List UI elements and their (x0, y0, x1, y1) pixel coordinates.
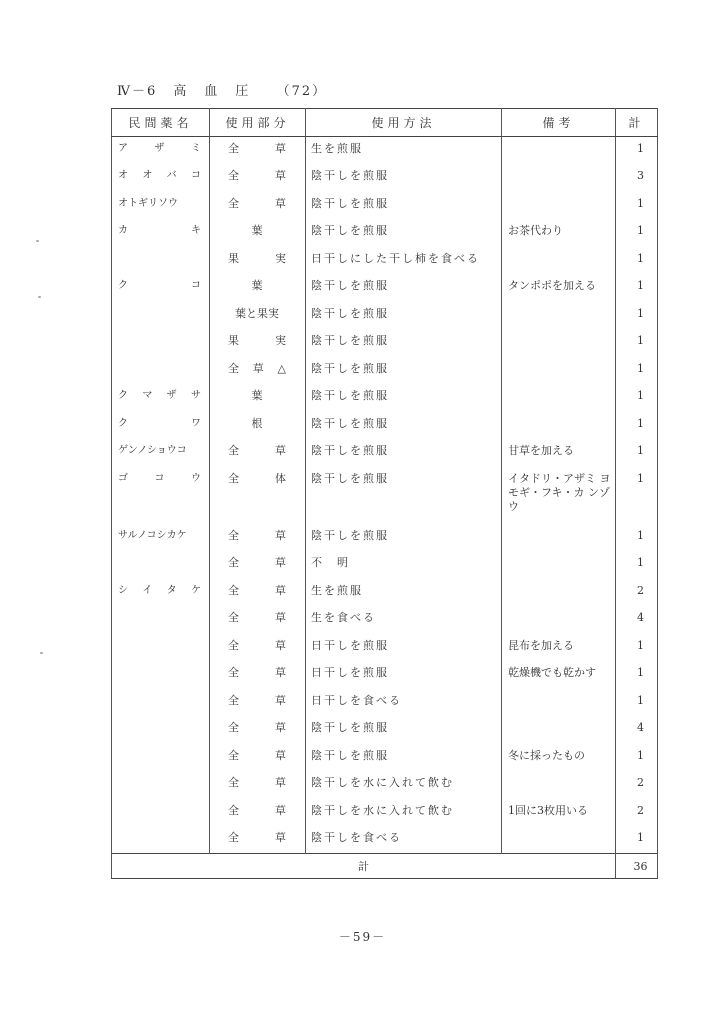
count-cell: 1 (616, 412, 658, 440)
heading-count: （72） (276, 84, 328, 99)
table-row (112, 247, 658, 275)
note-cell (502, 302, 616, 330)
part-used-text: 全 (228, 776, 239, 789)
remedy-name-char: ワ (191, 417, 201, 429)
heading-title: 高血圧 (173, 84, 267, 99)
part-used-cell (210, 606, 306, 634)
note-cell (502, 689, 616, 717)
part-used-text: 全 (228, 583, 239, 597)
part-used-text: △ (277, 361, 286, 375)
usage-method-cell: 生を煎服 (306, 137, 502, 165)
usage-method-cell: 陰干しを煎服 (306, 744, 502, 772)
note-cell: 甘草を加える (502, 439, 616, 467)
part-used-text: 全 (228, 803, 239, 817)
table-row (112, 744, 658, 772)
note-cell (502, 551, 616, 579)
usage-method-cell: 生を食べる (306, 606, 502, 634)
usage-method-cell: 日干しを煎服 (306, 661, 502, 689)
part-used-cell (210, 661, 306, 689)
remedy-name-char: ザ (166, 390, 177, 401)
table-row (112, 219, 658, 247)
part-used-cell (210, 716, 306, 744)
remedy-table (111, 108, 658, 879)
part-used-text: 葉と果実 (235, 306, 279, 320)
usage-method-cell: 陰干しを煎服 (306, 219, 502, 247)
remedy-name-cell (112, 192, 210, 220)
count-cell: 1 (616, 219, 658, 247)
table-row (112, 606, 658, 634)
part-used-cell (210, 329, 306, 357)
remedy-name: ゲンノショウコ (118, 445, 187, 456)
part-used-text: 草 (275, 556, 286, 569)
part-used-text: 全 (228, 748, 239, 762)
column-header-note: 備考 (502, 109, 616, 137)
remedy-name-cell (112, 661, 210, 689)
part-used-text: 草 (275, 831, 286, 844)
remedy-name-cell (112, 137, 210, 165)
remedy-name-char: オ (118, 170, 128, 181)
note-cell (502, 329, 616, 357)
note-cell (502, 164, 616, 192)
part-used-text: 草 (275, 803, 286, 817)
count-cell: 1 (616, 137, 658, 165)
remedy-name-char: コ (154, 472, 165, 484)
part-used-text: 全 (228, 471, 239, 485)
part-used-cell (210, 164, 306, 192)
remedy-name-char: ゴ (118, 472, 128, 484)
part-used-text: 全 (228, 693, 239, 707)
note-cell (502, 137, 616, 165)
remedy-name-char: ク (118, 417, 128, 429)
usage-method-cell: 陰干しを食べる (306, 826, 502, 854)
table-row (112, 467, 658, 524)
part-used-text: 体 (275, 471, 286, 485)
remedy-name-char: ウ (191, 472, 201, 484)
part-used-cell (210, 467, 306, 524)
note-cell (502, 606, 616, 634)
total-label: 計 (112, 854, 616, 879)
part-used-text: 草 (275, 748, 286, 762)
usage-method-cell: 陰干しを煎服 (306, 329, 502, 357)
remedy-name-cell (112, 164, 210, 192)
part-used-text: 草 (275, 169, 286, 182)
part-used-text: 草 (275, 142, 286, 155)
count-cell: 1 (616, 357, 658, 385)
table-row (112, 799, 658, 827)
part-used-text: 草 (275, 611, 286, 624)
scan-speck (36, 240, 39, 242)
table-row (112, 274, 658, 302)
remedy-name-char: コ (190, 170, 201, 181)
usage-method-cell: 陰干しを水に入れて飲む (306, 799, 502, 827)
part-used-text: 草 (275, 638, 286, 652)
part-used-text: 全 (228, 528, 239, 542)
remedy-name-char: サ (190, 390, 201, 401)
table-row (112, 634, 658, 662)
part-used-cell (210, 771, 306, 799)
part-used-cell (210, 192, 306, 220)
note-cell (502, 771, 616, 799)
count-cell: 1 (616, 192, 658, 220)
table-row (112, 412, 658, 440)
count-cell: 2 (616, 771, 658, 799)
part-used-text: 全 (228, 556, 239, 569)
part-used-cell (210, 439, 306, 467)
table-row (112, 357, 658, 385)
remedy-name-char: コ (191, 280, 201, 291)
count-cell: 1 (616, 384, 658, 412)
part-used-text: 葉 (251, 389, 263, 402)
remedy-name-cell (112, 274, 210, 302)
part-used-text: 根 (251, 416, 263, 430)
part-used-text: 全 (228, 444, 239, 457)
remedy-name-cell (112, 412, 210, 440)
usage-method-cell: 生を煎服 (306, 579, 502, 607)
table-row (112, 384, 658, 412)
remedy-name-cell (112, 771, 210, 799)
count-cell: 1 (616, 302, 658, 330)
note-cell (502, 579, 616, 607)
usage-method-cell: 陰干しを水に入れて飲む (306, 771, 502, 799)
count-cell: 1 (616, 689, 658, 717)
note-cell (502, 412, 616, 440)
count-cell: 1 (616, 826, 658, 854)
note-cell (502, 247, 616, 275)
part-used-text: 草 (275, 776, 286, 789)
part-used-cell (210, 524, 306, 552)
remedy-name-cell (112, 524, 210, 552)
scan-speck (38, 296, 41, 298)
count-cell: 4 (616, 606, 658, 634)
note-cell: 1回に3枚用いる (502, 799, 616, 827)
count-cell: 1 (616, 661, 658, 689)
remedy-name-char: ミ (191, 143, 201, 154)
usage-method-cell: 陰干しを煎服 (306, 274, 502, 302)
count-cell: 1 (616, 551, 658, 579)
note-cell (502, 192, 616, 220)
note-cell (502, 826, 616, 854)
table-row (112, 689, 658, 717)
part-used-text: 全 (228, 169, 239, 182)
remedy-name-char: ア (118, 143, 128, 154)
usage-method-cell: 陰干しを煎服 (306, 716, 502, 744)
table-row (112, 579, 658, 607)
remedy-name-char: シ (118, 584, 128, 596)
table-row (112, 192, 658, 220)
part-used-text: 草 (275, 666, 286, 679)
part-used-cell (210, 302, 306, 330)
count-cell: 1 (616, 467, 658, 524)
column-header-name: 民間薬名 (112, 109, 210, 137)
remedy-name-cell (112, 606, 210, 634)
part-used-text: 草 (275, 721, 286, 734)
remedy-name-cell (112, 357, 210, 385)
part-used-text: 果 (228, 334, 239, 347)
part-used-cell (210, 274, 306, 302)
part-used-text: 葉 (251, 279, 263, 292)
part-used-text: 草 (275, 444, 286, 457)
remedy-name-cell (112, 551, 210, 579)
usage-method-cell: 陰干しを煎服 (306, 357, 502, 385)
part-used-text: 草 (275, 196, 286, 210)
part-used-text: 果 (228, 251, 239, 265)
count-cell: 1 (616, 274, 658, 302)
note-cell: 冬に採ったもの (502, 744, 616, 772)
remedy-name-cell (112, 219, 210, 247)
note-cell: お茶代わり (502, 219, 616, 247)
remedy-name-cell (112, 302, 210, 330)
table-row (112, 551, 658, 579)
note-cell: イタドリ・アザミ ヨモギ・フキ・カ ンゾウ (502, 467, 616, 524)
remedy-name-char: バ (166, 170, 177, 181)
part-used-cell (210, 826, 306, 854)
part-used-text: 全 (228, 638, 239, 652)
table-row (112, 302, 658, 330)
part-used-text: 草 (252, 361, 264, 375)
remedy-name-char: イ (142, 584, 153, 596)
part-used-cell (210, 551, 306, 579)
heading-code: Ⅳ－6 (117, 84, 158, 99)
remedy-name-char: タ (166, 584, 177, 596)
part-used-text: 草 (275, 693, 286, 707)
table-row (112, 164, 658, 192)
remedy-name-char: ケ (190, 584, 201, 596)
part-used-text: 全 (228, 666, 239, 679)
part-used-cell (210, 744, 306, 772)
remedy-name-char: カ (118, 225, 128, 236)
usage-method-cell: 日干しを食べる (306, 689, 502, 717)
total-row (112, 854, 658, 879)
table-row (112, 329, 658, 357)
count-cell: 2 (616, 799, 658, 827)
column-header-count: 計 (616, 109, 658, 137)
usage-method-cell: 陰干しを煎服 (306, 384, 502, 412)
note-cell: タンポポを加える (502, 274, 616, 302)
table-row (112, 661, 658, 689)
column-header-method: 使用方法 (306, 109, 502, 137)
remedy-name-char: ク (118, 390, 128, 401)
note-cell (502, 524, 616, 552)
table-row (112, 826, 658, 854)
note-cell (502, 357, 616, 385)
part-used-text: 実 (275, 334, 286, 347)
note-cell (502, 384, 616, 412)
remedy-name-char: オ (142, 170, 153, 181)
part-used-cell (210, 634, 306, 662)
part-used-text: 葉 (251, 224, 263, 237)
usage-method-cell: 陰干しを煎服 (306, 524, 502, 552)
scan-speck (40, 652, 43, 654)
part-used-text: 全 (228, 361, 239, 375)
usage-method-cell: 陰干しを煎服 (306, 192, 502, 220)
part-used-text: 草 (275, 583, 286, 597)
note-cell: 乾燥機でも乾かす (502, 661, 616, 689)
part-used-text: 全 (228, 721, 239, 734)
count-cell: 1 (616, 329, 658, 357)
part-used-cell (210, 219, 306, 247)
remedy-name-cell (112, 826, 210, 854)
count-cell: 1 (616, 524, 658, 552)
column-header-part: 使用部分 (210, 109, 306, 137)
count-cell: 3 (616, 164, 658, 192)
count-cell: 1 (616, 634, 658, 662)
remedy-name-char: マ (142, 390, 153, 401)
part-used-text: 全 (228, 142, 239, 155)
remedy-name-cell (112, 689, 210, 717)
part-used-text: 全 (228, 196, 239, 210)
note-cell: 昆布を加える (502, 634, 616, 662)
part-used-text: 全 (228, 611, 239, 624)
remedy-name: サルノコシカケ (118, 529, 187, 541)
remedy-name-cell (112, 634, 210, 662)
page-number: －59－ (338, 930, 387, 944)
usage-method-cell: 不 明 (306, 551, 502, 579)
part-used-text: 草 (275, 528, 286, 542)
table-heading (117, 80, 327, 99)
remedy-name-cell (112, 467, 210, 524)
part-used-cell (210, 412, 306, 440)
part-used-cell (210, 384, 306, 412)
remedy-name-cell (112, 439, 210, 467)
count-cell: 4 (616, 716, 658, 744)
remedy-name-cell (112, 579, 210, 607)
part-used-cell (210, 357, 306, 385)
table-row (112, 771, 658, 799)
remedy-name-cell (112, 384, 210, 412)
part-used-cell (210, 247, 306, 275)
usage-method-cell: 日干しを煎服 (306, 634, 502, 662)
usage-method-cell: 陰干しを煎服 (306, 467, 502, 524)
count-cell: 2 (616, 579, 658, 607)
part-used-cell (210, 137, 306, 165)
part-used-cell (210, 579, 306, 607)
count-cell: 1 (616, 439, 658, 467)
remedy-name-cell (112, 247, 210, 275)
count-cell: 1 (616, 744, 658, 772)
part-used-text: 実 (275, 251, 286, 265)
part-used-cell (210, 799, 306, 827)
usage-method-cell: 陰干しを煎服 (306, 412, 502, 440)
remedy-name: オトギリソウ (118, 197, 178, 209)
part-used-text: 全 (228, 831, 239, 844)
remedy-name-cell (112, 716, 210, 744)
remedy-name-cell (112, 744, 210, 772)
part-used-cell (210, 689, 306, 717)
table-row (112, 716, 658, 744)
table-row (112, 439, 658, 467)
table-row (112, 524, 658, 552)
remedy-name-cell (112, 329, 210, 357)
total-value: 36 (616, 854, 658, 879)
table-row (112, 137, 658, 165)
remedy-name-char: ク (118, 280, 128, 291)
note-cell (502, 716, 616, 744)
remedy-name-char: キ (191, 225, 201, 236)
header-row (112, 109, 658, 137)
usage-method-cell: 陰干しを煎服 (306, 164, 502, 192)
count-cell: 1 (616, 247, 658, 275)
usage-method-cell: 陰干しを煎服 (306, 302, 502, 330)
remedy-name-cell (112, 799, 210, 827)
usage-method-cell: 陰干しを煎服 (306, 439, 502, 467)
usage-method-cell: 日干しにした干し柿を食べる (306, 247, 502, 275)
remedy-name-char: ザ (154, 143, 165, 154)
